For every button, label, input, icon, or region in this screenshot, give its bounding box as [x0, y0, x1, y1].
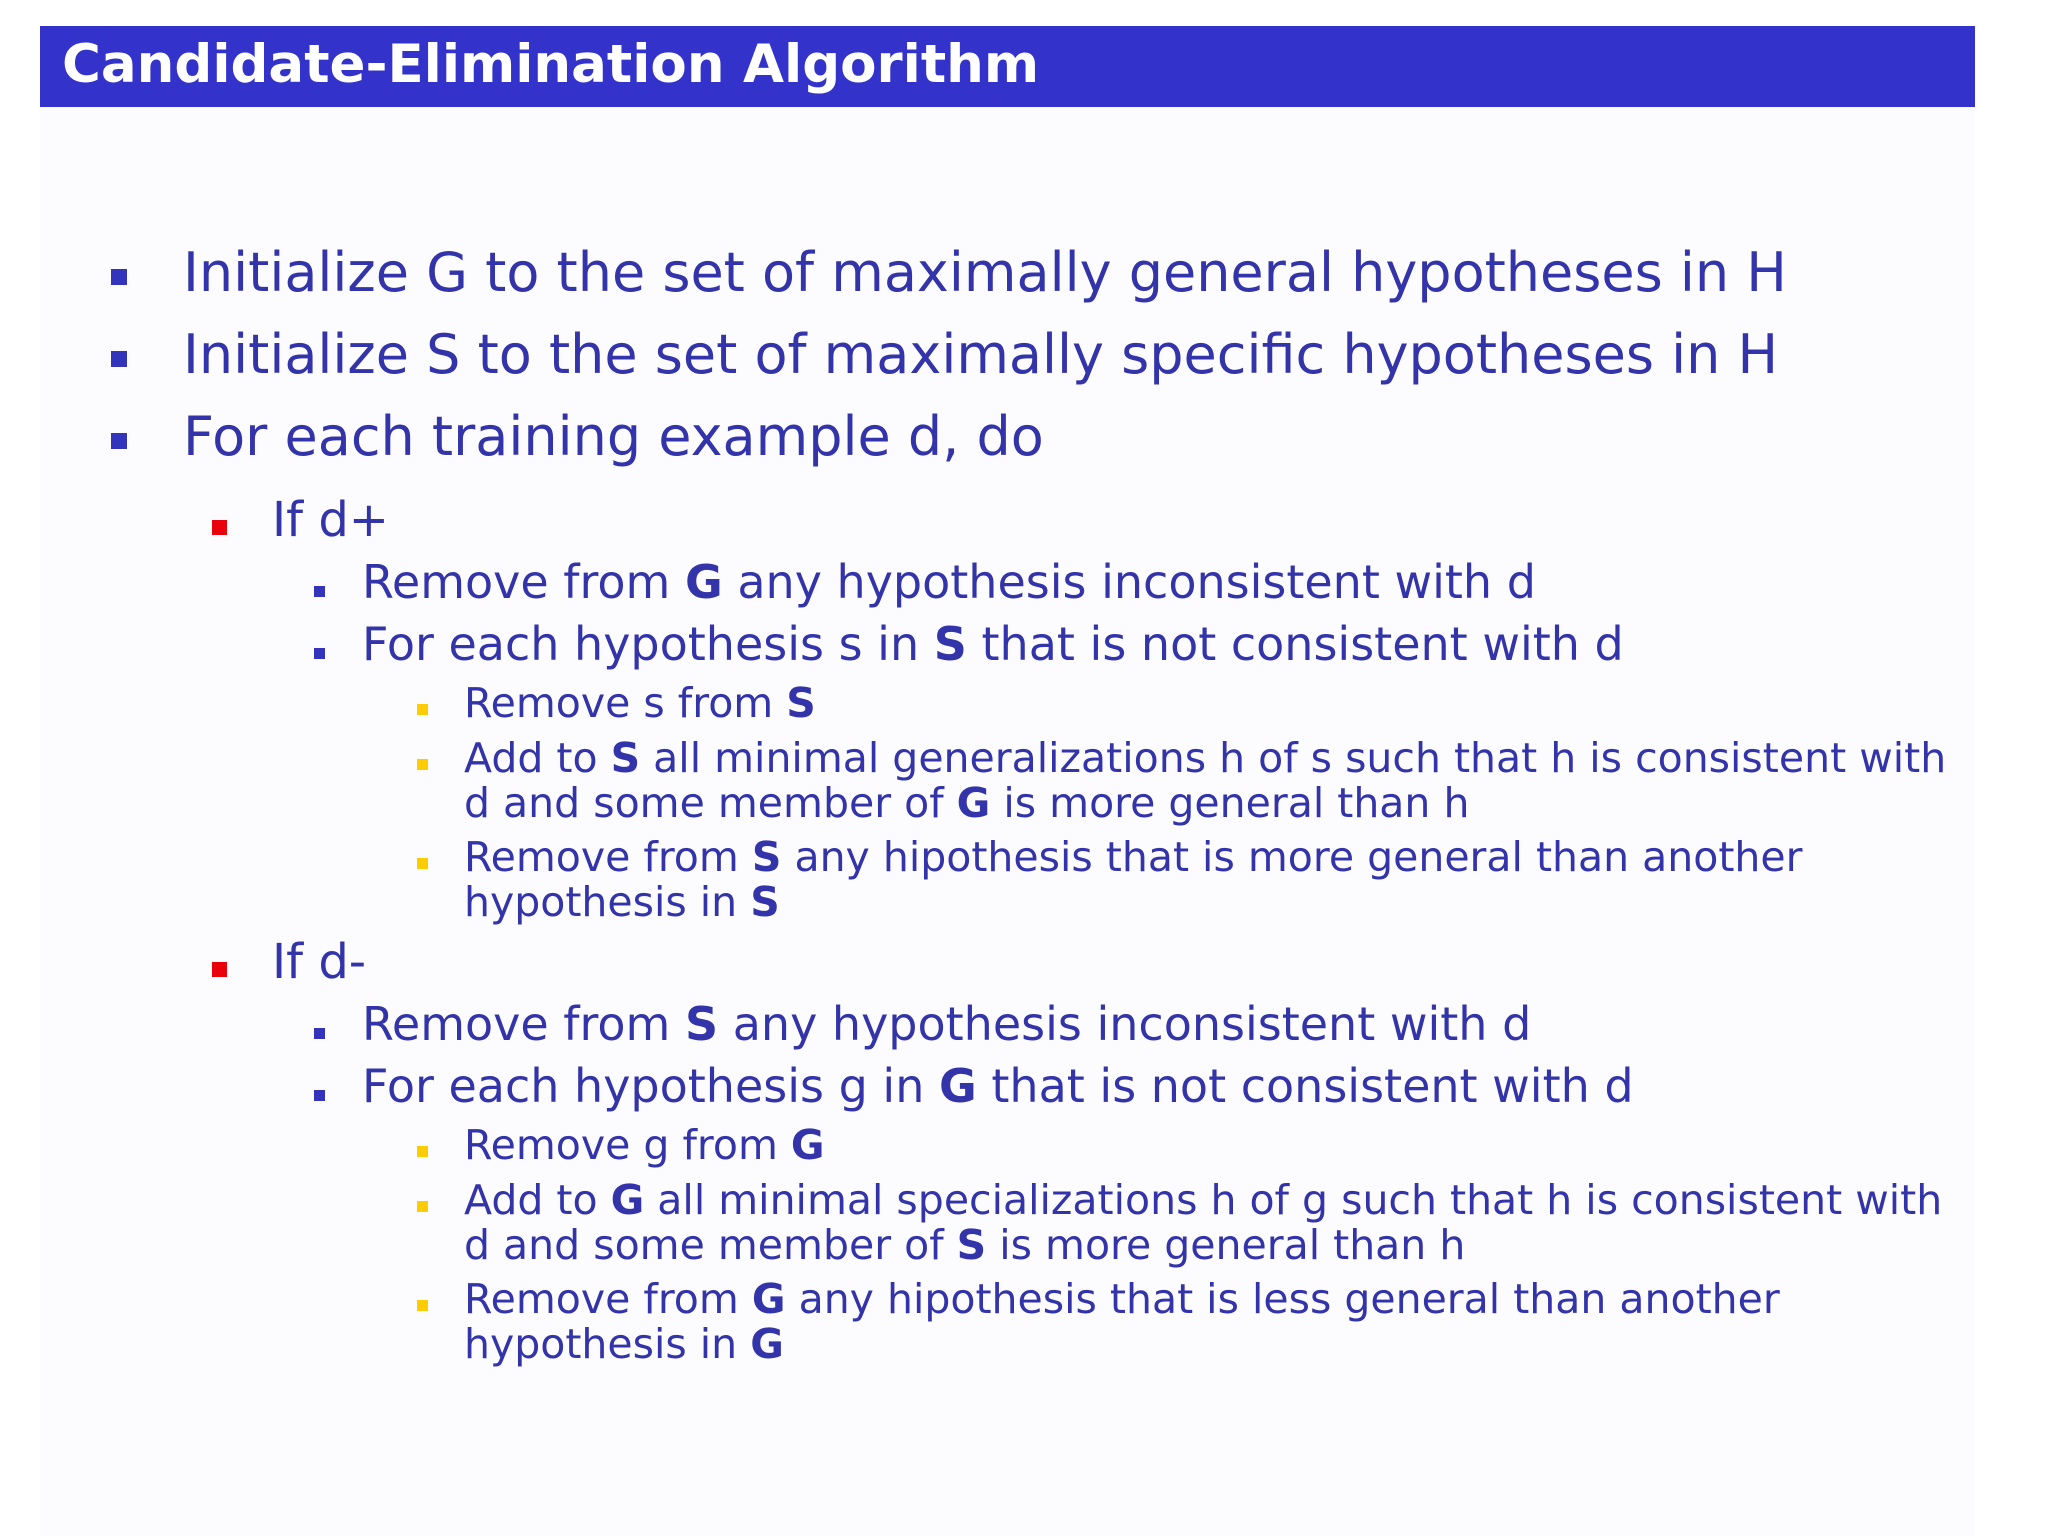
- item-text-bold: G: [751, 1275, 786, 1323]
- item-line: [464, 1277, 1780, 1322]
- list-item-add-to-g: [464, 1178, 1942, 1268]
- item-line: [464, 736, 1946, 781]
- item-text: that is not consistent with d: [976, 1059, 1634, 1113]
- item-text-bold: S: [933, 617, 967, 671]
- item-text: Remove from: [362, 555, 685, 609]
- item-text-bold: G: [610, 1176, 645, 1224]
- list-item-if-positive: [272, 492, 389, 548]
- item-line: [464, 880, 1802, 925]
- bullet-square-icon: [417, 704, 428, 715]
- item-text-bold: S: [750, 878, 780, 926]
- title-bar: [40, 26, 1975, 107]
- item-text: Add to: [464, 734, 611, 782]
- item-text-bold: G: [684, 555, 723, 609]
- bullet-square-icon: [314, 1028, 325, 1039]
- list-item-initialize-s: [183, 324, 1778, 386]
- item-text-bold: S: [751, 833, 782, 881]
- bullet-square-icon: [111, 433, 127, 449]
- item-line: [464, 1223, 1942, 1268]
- item-text: Remove g from: [464, 1121, 791, 1169]
- item-text: Remove from: [362, 997, 685, 1051]
- item-text: Remove s from: [464, 679, 787, 727]
- list-item-remove-s-from-s: [464, 681, 816, 726]
- item-text-bold: G: [956, 779, 991, 827]
- list-item-add-to-s: [464, 736, 1946, 826]
- item-text: For each training example d, do: [183, 405, 1044, 468]
- item-text-bold: S: [684, 997, 719, 1051]
- item-text: For each hypothesis g in: [362, 1059, 939, 1113]
- list-item-if-negative: [272, 934, 366, 990]
- item-text: Add to: [464, 1176, 611, 1224]
- item-text: For each hypothesis s in: [362, 617, 934, 671]
- item-text-bold: G: [938, 1059, 977, 1113]
- item-text-bold: S: [956, 1221, 987, 1269]
- bullet-square-icon: [417, 1201, 428, 1212]
- item-text: all minimal specializations h of g such that h is consistent with: [644, 1176, 1943, 1224]
- bullet-square-icon: [111, 351, 127, 367]
- item-text: that is not consistent with d: [966, 617, 1624, 671]
- item-text: If d-: [272, 934, 367, 990]
- list-item-initialize-g: [183, 242, 1787, 304]
- item-text: any hypothesis inconsistent with d: [722, 555, 1536, 609]
- bullet-square-icon: [212, 962, 227, 977]
- item-text-bold: G: [750, 1320, 784, 1368]
- item-text-bold: G: [790, 1121, 825, 1169]
- bullet-square-icon: [314, 586, 325, 597]
- bullet-square-icon: [314, 1090, 325, 1101]
- list-item-for-each-s: [362, 618, 1624, 670]
- list-item-remove-from-s: [362, 998, 1531, 1050]
- slide-title: Candidate-Elimination Algorithm: [62, 34, 1040, 95]
- item-text: is more general than h: [990, 779, 1470, 827]
- list-item-for-each-example: [183, 406, 1044, 468]
- bullet-square-icon: [212, 520, 227, 535]
- item-text: d and some member of: [464, 1221, 957, 1269]
- list-item-remove-from-g: [362, 556, 1536, 608]
- bullet-square-icon: [111, 269, 127, 285]
- list-item-for-each-g: [362, 1060, 1634, 1112]
- item-line: [464, 1178, 1942, 1223]
- item-line: [464, 835, 1802, 880]
- bullet-square-icon: [417, 1146, 428, 1157]
- item-text-bold: S: [786, 679, 816, 727]
- item-text: any hipothesis that is less general than another: [785, 1275, 1780, 1323]
- item-text: hypothesis in: [464, 878, 751, 926]
- item-text: any hypothesis inconsistent with d: [718, 997, 1532, 1051]
- item-text: any hipothesis that is more general than another: [781, 833, 1803, 881]
- item-text: Remove from: [464, 1275, 752, 1323]
- item-text: Initialize G to the set of maximally general hypotheses in H: [183, 241, 1787, 304]
- list-item-remove-more-general-s: [464, 835, 1802, 925]
- item-text: hypothesis in: [464, 1320, 751, 1368]
- item-text: all minimal generalizations h of s such that h is consistent with: [640, 734, 1947, 782]
- list-item-remove-less-general-g: [464, 1277, 1780, 1367]
- bullet-square-icon: [314, 648, 325, 659]
- bullet-square-icon: [417, 1300, 428, 1311]
- item-text: Remove from: [464, 833, 752, 881]
- item-text: d and some member of: [464, 779, 957, 827]
- list-item-remove-g-from-g: [464, 1123, 825, 1168]
- item-text: is more general than h: [986, 1221, 1466, 1269]
- item-text: If d+: [272, 492, 389, 548]
- bullet-square-icon: [417, 858, 428, 869]
- item-text: Initialize S to the set of maximally specific hypotheses in H: [183, 323, 1779, 386]
- bullet-square-icon: [417, 759, 428, 770]
- item-line: [464, 781, 1946, 826]
- item-text-bold: S: [610, 734, 641, 782]
- item-line: [464, 1322, 1780, 1367]
